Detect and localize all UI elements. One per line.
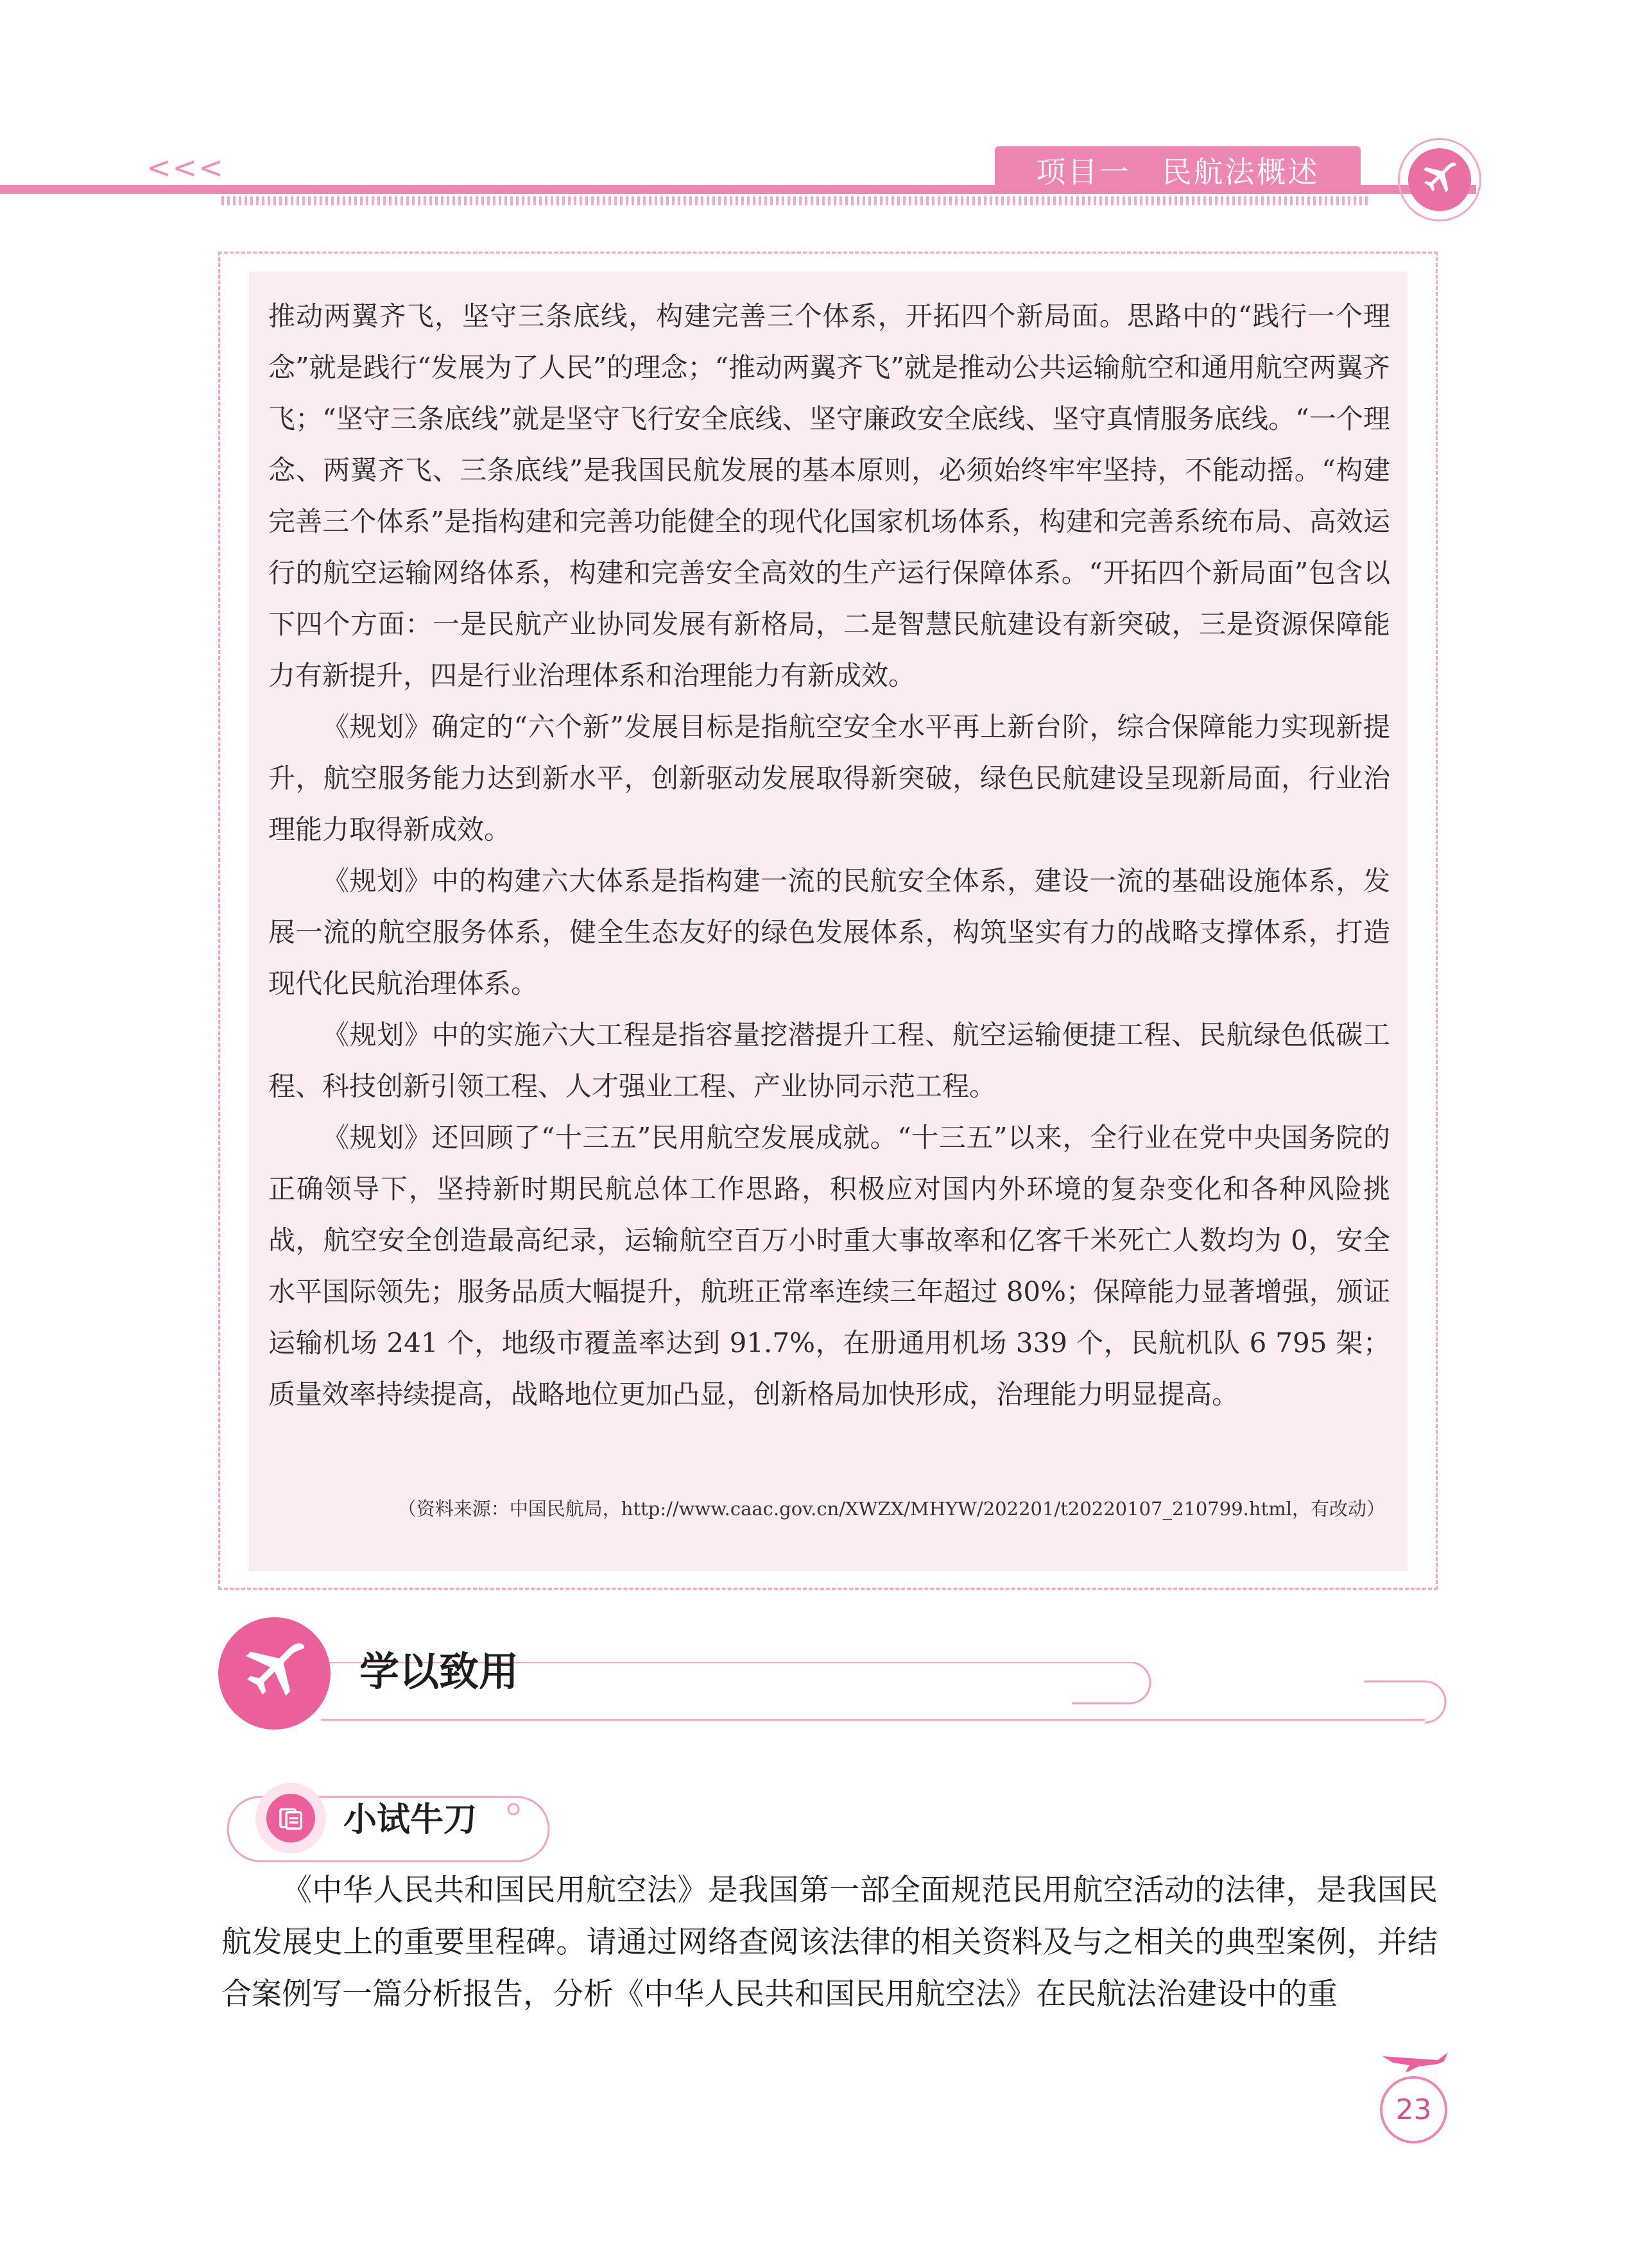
document-icon bbox=[266, 1794, 315, 1843]
page-number-badge bbox=[1380, 2076, 1447, 2143]
chapter-title: 项目一 民航法概述 bbox=[1036, 155, 1320, 189]
subsection-icon-ring bbox=[255, 1783, 326, 1853]
paragraph: 《规划》还回顾了“十三五”民用航空发展成就。“十三五”以来，全行业在党中央国务院的正确领导下，坚持新时期民航总体工作思路，积极应对国内外环境的复杂变化和各种风险挑战，航空安全创造最高纪录，运输航空百万小时重大事故率和亿客千米死亡人数均为 0，安全水平国际领先；服务品质大幅提升，航班正常率连续三年超过 80%；保障能力显著增强，颁证运输机场 241 个，地级市覆盖率达到 91.7%，在册通用机场 339 个，民航机队 6 795 架；质量效率持续提高，战略地位更加凸显，创新格局加快形成，治理能力明显提高。 bbox=[268, 1122, 1390, 1410]
paragraph: 《规划》中的构建六大体系是指构建一流的民航安全体系，建设一流的基础设施体系，发展一流的航空服务体系，健全生态友好的绿色发展体系，构筑坚实有力的战略支撑体系，打造现代化民航治理体系。 bbox=[268, 865, 1390, 999]
paragraph: 《规划》中的实施六大工程是指容量挖潜提升工程、航空运输便捷工程、民航绿色低碳工程、科技创新引领工程、人才强业工程、产业协同示范工程。 bbox=[268, 1019, 1390, 1102]
reference-text bbox=[268, 291, 1390, 1420]
airplane-icon bbox=[1408, 148, 1471, 211]
page-number: 23 bbox=[1395, 2093, 1432, 2126]
airplane-icon bbox=[1380, 2047, 1451, 2073]
header-arrows: <<< bbox=[146, 150, 225, 185]
paragraph: 《规划》确定的“六个新”发展目标是指航空安全水平再上新台阶，综合保障能力实现新提升，航空服务能力达到新水平，创新驱动发展取得新突破，绿色民航建设呈现新局面，行业治理能力取得新成效。 bbox=[268, 711, 1390, 845]
exercise-text: 《中华人民共和国民用航空法》是我国第一部全面规范民用航空活动的法律，是我国民航发展史上的重要里程碑。请通过网络查阅该法律的相关资料及与之相关的典型案例，并结合案例写一篇分析报告，分析《中华人民共和国民用航空法》在民航法治建设中的重 bbox=[221, 1873, 1438, 2012]
airplane-icon bbox=[218, 1617, 331, 1730]
source-citation: （资料来源：中国民航局，http://www.caac.gov.cn/XWZX/MHYW/202201/t20220107_210799.html，有改动） bbox=[397, 1498, 1385, 1520]
chapter-tab bbox=[995, 146, 1361, 194]
section-title: 学以致用 bbox=[359, 1648, 519, 1695]
subsection-title: 小试牛刀 bbox=[343, 1801, 478, 1839]
paragraph: 推动两翼齐飞，坚守三条底线，构建完善三个体系，开拓四个新局面。思路中的“践行一个理念”就是践行“发展为了人民”的理念；“推动两翼齐飞”就是推动公共运输航空和通用航空两翼齐飞；“坚守三条底线”就是坚守飞行安全底线、坚守廉政安全底线、坚守真情服务底线。“一个理念、两翼齐飞、三条底线”是我国民航发展的基本原则，必须始终牢牢坚持，不能动摇。“构建完善三个体系”是指构建和完善功能健全的现代化国家机场体系，构建和完善系统布局、高效运行的航空运输网络体系，构建和完善安全高效的生产运行保障体系。“开拓四个新局面”包含以下四个方面：一是民航产业协同发展有新格局，二是智慧民航建设有新突破，三是资源保障能力有新提升，四是行业治理体系和治理能力有新成效。 bbox=[268, 300, 1390, 691]
reference-box-bg bbox=[249, 271, 1407, 1571]
reference-box bbox=[218, 252, 1438, 1590]
header-stripe bbox=[221, 196, 1370, 205]
